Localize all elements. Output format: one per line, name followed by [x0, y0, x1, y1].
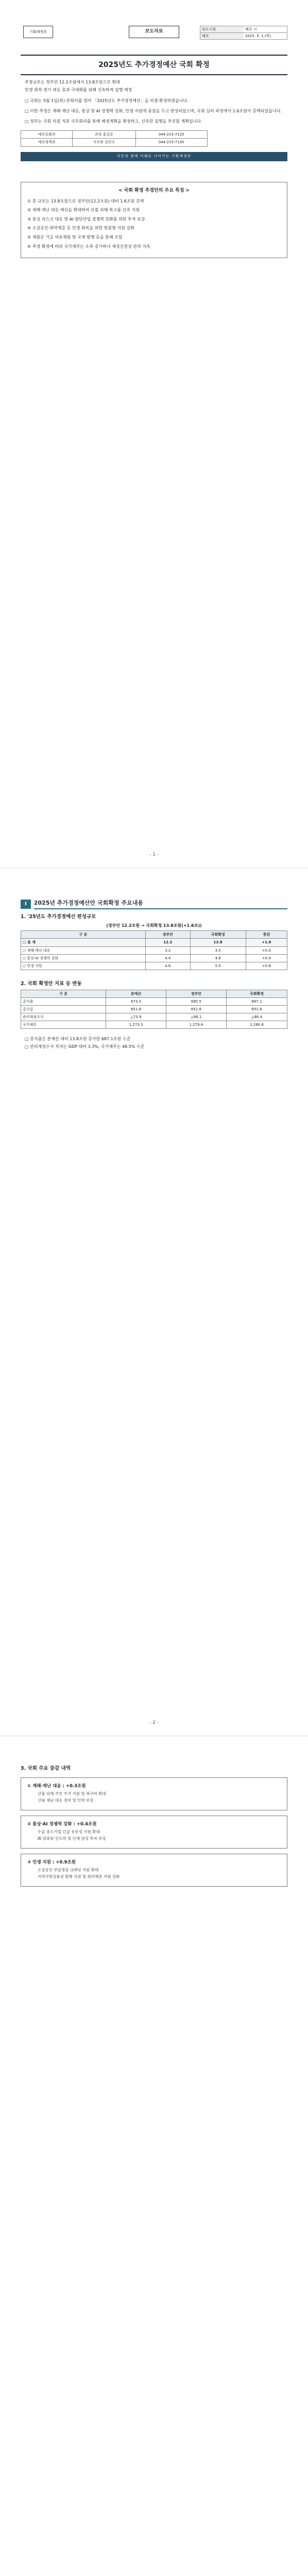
budget-scale-table — [21, 930, 287, 970]
section-header — [21, 899, 287, 909]
group-title: ③ 민생 지원 : +0.9조원 — [27, 1859, 76, 1865]
table-row: ○ 재해·재난 대응 3.2 3.5 +0.3 — [21, 946, 287, 954]
intro-paragraph: □ 이번 추경은 재해·재난 대응, 통상 및 AI 경쟁력 강화, 민생 지원에 중점을 두고 편성되었으며, 국회 심의 과정에서 1.6조원이 증액되었습니다. — [25, 109, 282, 114]
table-row: 예산총괄과 과장 홍길동 044-215-7110 — [21, 131, 208, 139]
group-item: AI 컴퓨팅 인프라 및 인재 양성 투자 보강 — [38, 1836, 106, 1841]
press-release-label: 보도자료 — [129, 26, 179, 38]
fiscal-indicator-table — [21, 990, 287, 1029]
table-row: 총수입 651.8 651.8 651.8 — [21, 1006, 287, 1013]
page-2-content — [21, 893, 287, 1715]
keypoint: ③ 통상 리스크 대응 및 AI·첨단산업 경쟁력 강화를 위한 투자 보강 — [27, 216, 145, 222]
table-row: 국가채무 1,273.3 1,279.4 1,280.8 — [21, 1021, 287, 1029]
ministry-banner: 국민과 함께 미래로 나아가는 기획재정부 — [21, 152, 287, 161]
group-item: 소상공인 부담경감 크레딧 지원 확대 — [38, 1868, 99, 1873]
page-number: - 1 - — [149, 852, 159, 857]
summary — [21, 79, 287, 93]
keypoint: ④ 소상공인·취약계층 등 민생 회복을 위한 맞춤형 지원 강화 — [27, 226, 134, 231]
intro-paragraph: □ 정부는 국회 의결 직후 국무회의를 통해 배정계획을 확정하고, 신속한 집행을 추진할 계획입니다. — [25, 118, 202, 124]
change-group — [21, 1816, 287, 1849]
group-item: 산불 피해 주민 주거 지원 및 복구비 확대 — [38, 1791, 106, 1797]
keypoint: ② 재해·재난 대응 예산을 확대하여 산불 피해 복구를 신속 지원 — [27, 208, 140, 213]
table-row: ○ 민생 지원 4.6 5.5 +0.9 — [21, 962, 287, 970]
keypoint: ① 총 규모는 13.8조원으로 정부안(12.2조원) 대비 1.6조원 증액 — [27, 198, 144, 204]
bullet-text: □ 총지출은 본예산 대비 13.8조원 증가한 687.1조원 수준 — [25, 1037, 131, 1042]
dept-name: 기획재정부 — [23, 26, 53, 38]
summary-line: 추경규모는 정부안 12.2조원에서 13.8조원으로 확대 — [25, 80, 120, 85]
group-title: ① 재해·재난 대응 : +0.3조원 — [27, 1783, 86, 1789]
subsection-title: 2. 국회 확정안 지표 등 변동 — [21, 981, 82, 987]
group-item: 산림 재난 대응 장비 및 인력 보강 — [38, 1798, 94, 1803]
table-row: □ 총 계 12.2 13.8 +1.6 — [21, 939, 287, 946]
table-row: 총지출 673.3 685.5 687.1 — [21, 997, 287, 1005]
table-row: ○ 통상·AI 경쟁력 강화 4.4 4.8 +0.4 — [21, 954, 287, 962]
keypoint: ⑥ 추경 확정에 따라 국가채무는 소폭 증가하나 재정건전성 관리 지속 — [27, 244, 150, 249]
keypoints-title: < 국회 확정 추경안의 주요 특징 > — [118, 188, 190, 193]
release-meta: 보도시점 배포 시 배포 2025. 5. 1.(목) — [200, 26, 287, 40]
doc-title: 2025년도 추가경정예산 국회 확정 — [21, 55, 287, 75]
scale-note: (정부안 12.2조원 → 국회확정 13.8조원(+1.6조)) — [106, 923, 202, 928]
change-group — [21, 1854, 287, 1887]
keypoints-box — [21, 182, 287, 259]
summary-line: 민생 회복·경기 대응 효과 극대화를 위해 신속하게 집행 예정 — [25, 87, 132, 92]
page-number: - 2 - — [149, 1720, 159, 1725]
page-1-content — [21, 25, 287, 847]
section-number: Ⅰ — [21, 900, 31, 909]
doc-header — [21, 25, 287, 45]
intro — [21, 98, 287, 124]
change-group — [21, 1777, 287, 1810]
table-header-row: 구 분 정부안 국회확정 증감 — [21, 931, 287, 939]
keypoint: ⑤ 재원은 기금 여유재원 및 국채 발행 등을 통해 조달 — [27, 234, 123, 240]
group-item: 지역사랑상품권 발행 지원 및 취약계층 지원 강화 — [38, 1874, 120, 1879]
contact-table — [21, 130, 208, 146]
table-row: 관리재정수지 △73.9 △86.1 △86.4 — [21, 1013, 287, 1021]
page-2 — [0, 868, 308, 1736]
page-3 — [0, 1736, 308, 2576]
table-header-row: 구 분 본예산 정부안 국회확정 — [21, 990, 287, 997]
page-3-content — [21, 1761, 287, 2576]
fiscal-notes — [21, 1036, 287, 1049]
intro-paragraph: □ 국회는 5월 1일(목) 본회의를 열어 「2025년도 추가경정예산」을 의결·확정하였습니다. — [25, 98, 189, 104]
section-title: 2025년 추가경정예산안 국회확정 주요내용 — [34, 899, 287, 909]
bullet-text: □ 관리재정수지 적자는 GDP 대비 3.3%, 국가채무는 48.5% 수준 — [25, 1044, 145, 1049]
group-title: ② 통상·AI 경쟁력 강화 : +0.4조원 — [27, 1821, 97, 1827]
subsection-title: 3. 국회 주요 증감 내역 — [21, 1766, 71, 1771]
group-item: 수출 중소기업 긴급 유동성 지원 확대 — [38, 1829, 100, 1835]
subsection-title: 1. '25년도 추가경정예산 편성규모 — [21, 913, 96, 920]
page-1 — [0, 0, 308, 868]
table-row: 예산정책과 사무관 김민수 044-215-7130 — [21, 139, 208, 146]
